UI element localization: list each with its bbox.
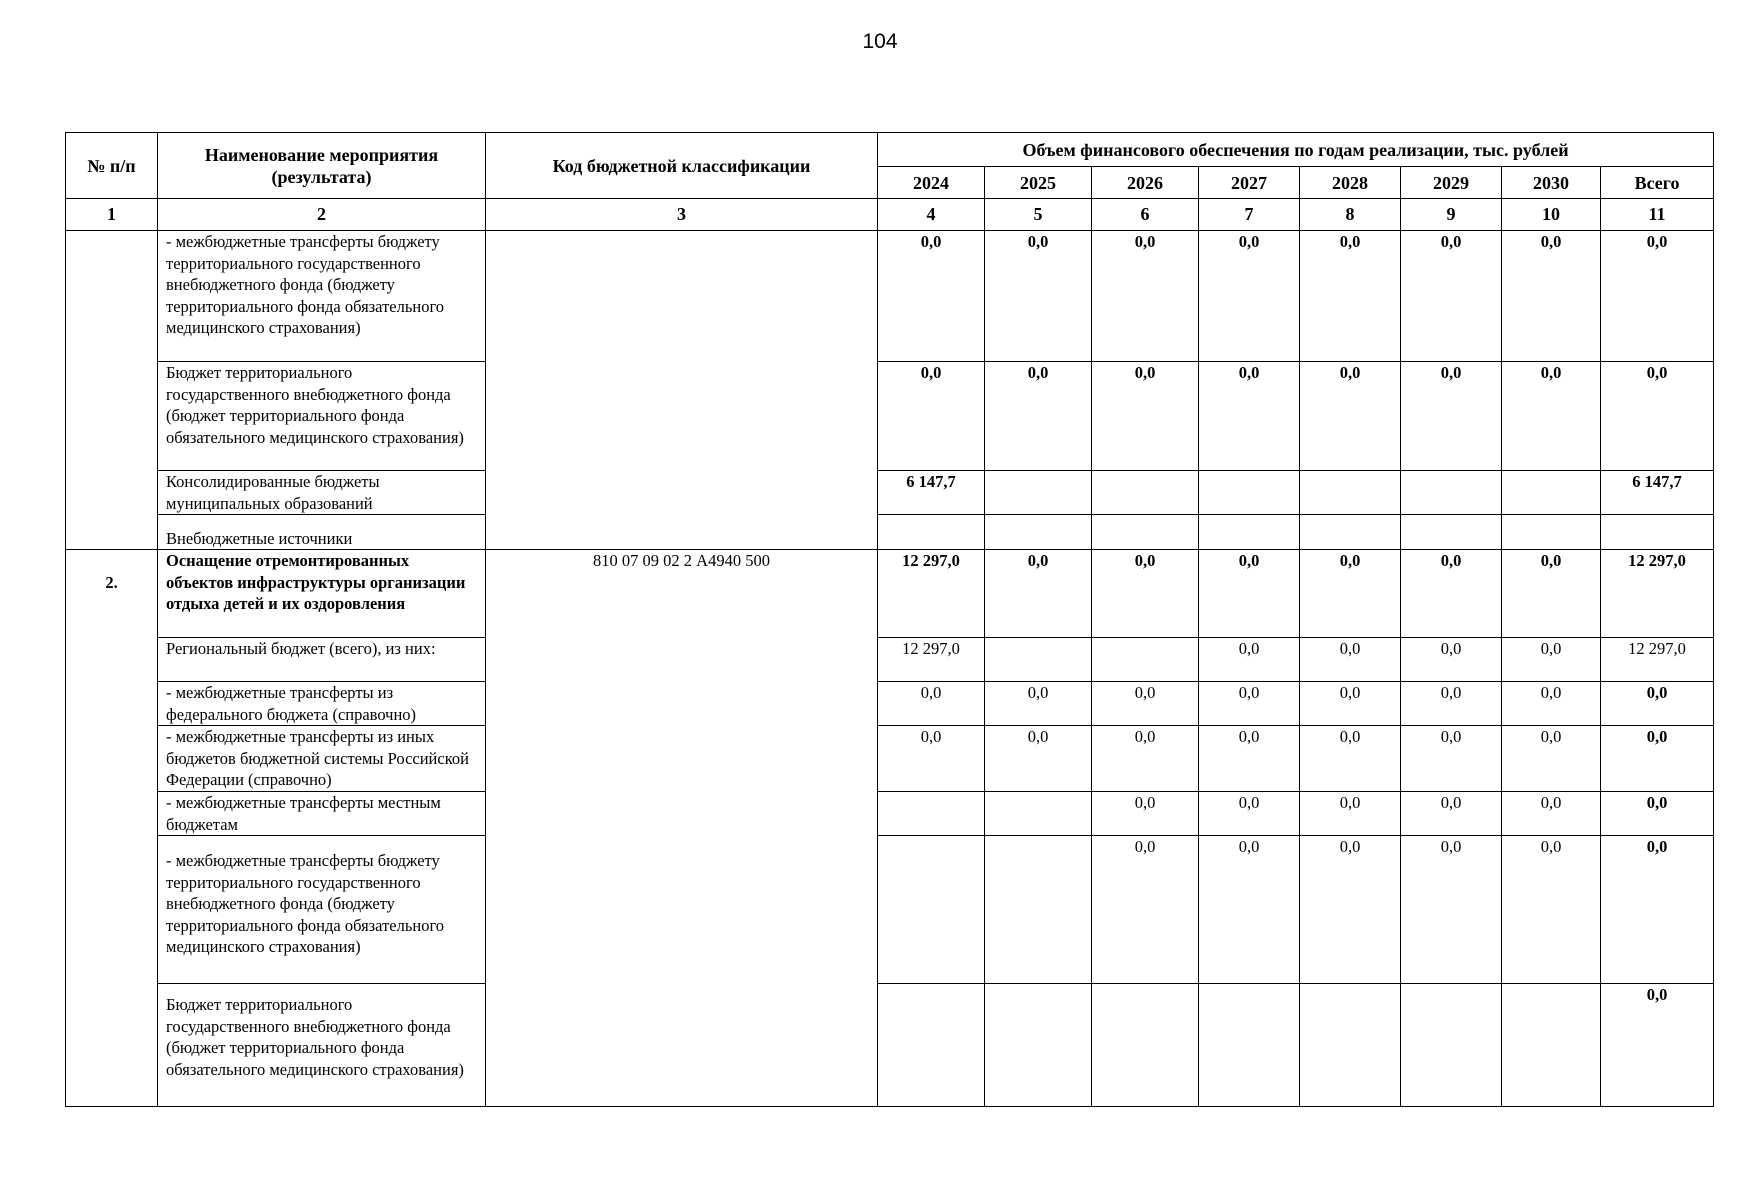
value-cell (985, 515, 1092, 550)
value-cell (1199, 515, 1300, 550)
value-cell: 0,0 (1502, 682, 1601, 726)
row-number-cell (66, 231, 158, 550)
value-cell (1502, 515, 1601, 550)
value-cell: 0,0 (1300, 726, 1401, 792)
value-cell (1092, 984, 1199, 1107)
value-cell: 0,0 (1502, 726, 1601, 792)
value-cell: 0,0 (1401, 550, 1502, 638)
column-number: 6 (1092, 199, 1199, 231)
value-cell: 0,0 (985, 726, 1092, 792)
value-cell (878, 836, 985, 984)
column-number: 1 (66, 199, 158, 231)
total-cell (1601, 515, 1714, 550)
value-cell (985, 836, 1092, 984)
total-cell: 0,0 (1601, 792, 1714, 836)
value-cell (1092, 515, 1199, 550)
value-cell: 0,0 (1502, 638, 1601, 682)
row-name: Оснащение отремонтированных объектов инфраструктуры организации отдыха детей и их оздоровления (158, 550, 486, 638)
total-cell: 12 297,0 (1601, 550, 1714, 638)
value-cell: 0,0 (985, 550, 1092, 638)
value-cell: 6 147,7 (878, 471, 985, 515)
value-cell: 0,0 (1300, 362, 1401, 471)
value-cell (878, 984, 985, 1107)
value-cell: 0,0 (1401, 726, 1502, 792)
total-cell: 12 297,0 (1601, 638, 1714, 682)
value-cell (1300, 515, 1401, 550)
column-number: 3 (486, 199, 878, 231)
budget-table (65, 132, 1714, 1107)
value-cell: 0,0 (1401, 638, 1502, 682)
header-year: 2027 (1199, 167, 1300, 199)
table-row (66, 550, 1714, 638)
value-cell (1401, 471, 1502, 515)
row-name: - межбюджетные трансферты из иных бюджетов бюджетной системы Российской Федерации (справочно) (158, 726, 486, 792)
value-cell (1092, 471, 1199, 515)
column-number: 5 (985, 199, 1092, 231)
row-name: Бюджет территориального государственного внебюджетного фонда (бюджет территориального фонда обязательного медицинского страхования) (158, 984, 486, 1107)
value-cell: 0,0 (878, 231, 985, 362)
value-cell: 0,0 (1300, 231, 1401, 362)
value-cell: 0,0 (1199, 836, 1300, 984)
value-cell: 0,0 (1092, 550, 1199, 638)
value-cell: 0,0 (1199, 638, 1300, 682)
table-row (66, 362, 1714, 471)
total-cell: 0,0 (1601, 231, 1714, 362)
value-cell (985, 984, 1092, 1107)
value-cell: 12 297,0 (878, 550, 985, 638)
value-cell: 0,0 (1401, 836, 1502, 984)
value-cell (878, 792, 985, 836)
value-cell: 0,0 (1502, 550, 1601, 638)
table-row (66, 471, 1714, 515)
header-number: № п/п (66, 133, 158, 199)
row-name: - межбюджетные трансферты местным бюджетам (158, 792, 486, 836)
total-cell: 0,0 (1601, 984, 1714, 1107)
total-cell: 0,0 (1601, 836, 1714, 984)
value-cell: 0,0 (1300, 682, 1401, 726)
total-cell: 0,0 (1601, 362, 1714, 471)
value-cell: 0,0 (1401, 362, 1502, 471)
value-cell: 0,0 (1401, 682, 1502, 726)
value-cell (1199, 471, 1300, 515)
value-cell (1502, 984, 1601, 1107)
row-number: 2. (66, 550, 158, 1107)
column-number: 4 (878, 199, 985, 231)
header-code: Код бюджетной классификации (486, 133, 878, 199)
value-cell: 0,0 (878, 362, 985, 471)
column-number: 2 (158, 199, 486, 231)
column-number: 8 (1300, 199, 1401, 231)
value-cell (1502, 471, 1601, 515)
value-cell: 0,0 (1092, 836, 1199, 984)
value-cell: 0,0 (1300, 638, 1401, 682)
table-row (66, 638, 1714, 682)
value-cell: 0,0 (1401, 792, 1502, 836)
value-cell: 12 297,0 (878, 638, 985, 682)
column-number: 10 (1502, 199, 1601, 231)
value-cell: 0,0 (1199, 550, 1300, 638)
row-name: - межбюджетные трансферты бюджету территориального государственного внебюджетного фонда (бюджету территориального фонда обязательного медицинского страхования) (158, 231, 486, 362)
page-number: 104 (862, 30, 898, 53)
header-year: 2025 (985, 167, 1092, 199)
row-name: - межбюджетные трансферты бюджету территориального государственного внебюджетного фонда (бюджету территориального фонда обязательного медицинского страхования) (158, 836, 486, 984)
value-cell: 0,0 (985, 682, 1092, 726)
header-year: 2024 (878, 167, 985, 199)
value-cell: 0,0 (878, 726, 985, 792)
value-cell: 0,0 (1199, 682, 1300, 726)
value-cell (985, 792, 1092, 836)
table-row (66, 726, 1714, 792)
total-cell: 0,0 (1601, 726, 1714, 792)
value-cell: 0,0 (1502, 792, 1601, 836)
column-number: 7 (1199, 199, 1300, 231)
value-cell (1092, 638, 1199, 682)
table-row (66, 231, 1714, 362)
value-cell: 0,0 (1401, 231, 1502, 362)
row-name: Консолидированные бюджеты муниципальных образований (158, 471, 486, 515)
value-cell: 0,0 (1092, 362, 1199, 471)
code-cell (486, 231, 878, 550)
header-year: 2028 (1300, 167, 1401, 199)
value-cell (985, 638, 1092, 682)
value-cell: 0,0 (1300, 792, 1401, 836)
header-name: Наименование мероприятия (результата) (158, 133, 486, 199)
value-cell (1300, 984, 1401, 1107)
value-cell: 0,0 (1092, 792, 1199, 836)
value-cell: 0,0 (1300, 836, 1401, 984)
row-name: Бюджет территориального государственного внебюджетного фонда (бюджет территориального фонда обязательного медицинского страхования) (158, 362, 486, 471)
row-name: Региональный бюджет (всего), из них: (158, 638, 486, 682)
value-cell: 0,0 (1199, 231, 1300, 362)
value-cell: 0,0 (1502, 836, 1601, 984)
value-cell: 0,0 (878, 682, 985, 726)
value-cell: 0,0 (985, 231, 1092, 362)
value-cell: 0,0 (1199, 726, 1300, 792)
value-cell: 0,0 (1199, 792, 1300, 836)
value-cell: 0,0 (1199, 362, 1300, 471)
value-cell (1199, 984, 1300, 1107)
value-cell (878, 515, 985, 550)
header-year: 2030 (1502, 167, 1601, 199)
value-cell: 0,0 (1092, 682, 1199, 726)
table-row (66, 792, 1714, 836)
total-cell: 6 147,7 (1601, 471, 1714, 515)
column-number: 9 (1401, 199, 1502, 231)
value-cell: 0,0 (1502, 362, 1601, 471)
value-cell (1401, 515, 1502, 550)
value-cell: 0,0 (1092, 726, 1199, 792)
row-name: - межбюджетные трансферты из федерального бюджета (справочно) (158, 682, 486, 726)
row-name: Внебюджетные источники (158, 515, 486, 550)
value-cell: 0,0 (1092, 231, 1199, 362)
value-cell: 0,0 (1300, 550, 1401, 638)
header-volume: Объем финансового обеспечения по годам реализации, тыс. рублей (878, 133, 1714, 167)
value-cell (1300, 471, 1401, 515)
value-cell (985, 471, 1092, 515)
value-cell: 0,0 (1502, 231, 1601, 362)
table-row (66, 836, 1714, 984)
budget-code: 810 07 09 02 2 А4940 500 (486, 550, 878, 1107)
table-row (66, 515, 1714, 550)
header-year: 2029 (1401, 167, 1502, 199)
header-total: Всего (1601, 167, 1714, 199)
column-number: 11 (1601, 199, 1714, 231)
table-row (66, 682, 1714, 726)
header-year: 2026 (1092, 167, 1199, 199)
total-cell: 0,0 (1601, 682, 1714, 726)
value-cell: 0,0 (985, 362, 1092, 471)
value-cell (1401, 984, 1502, 1107)
table-row (66, 984, 1714, 1107)
